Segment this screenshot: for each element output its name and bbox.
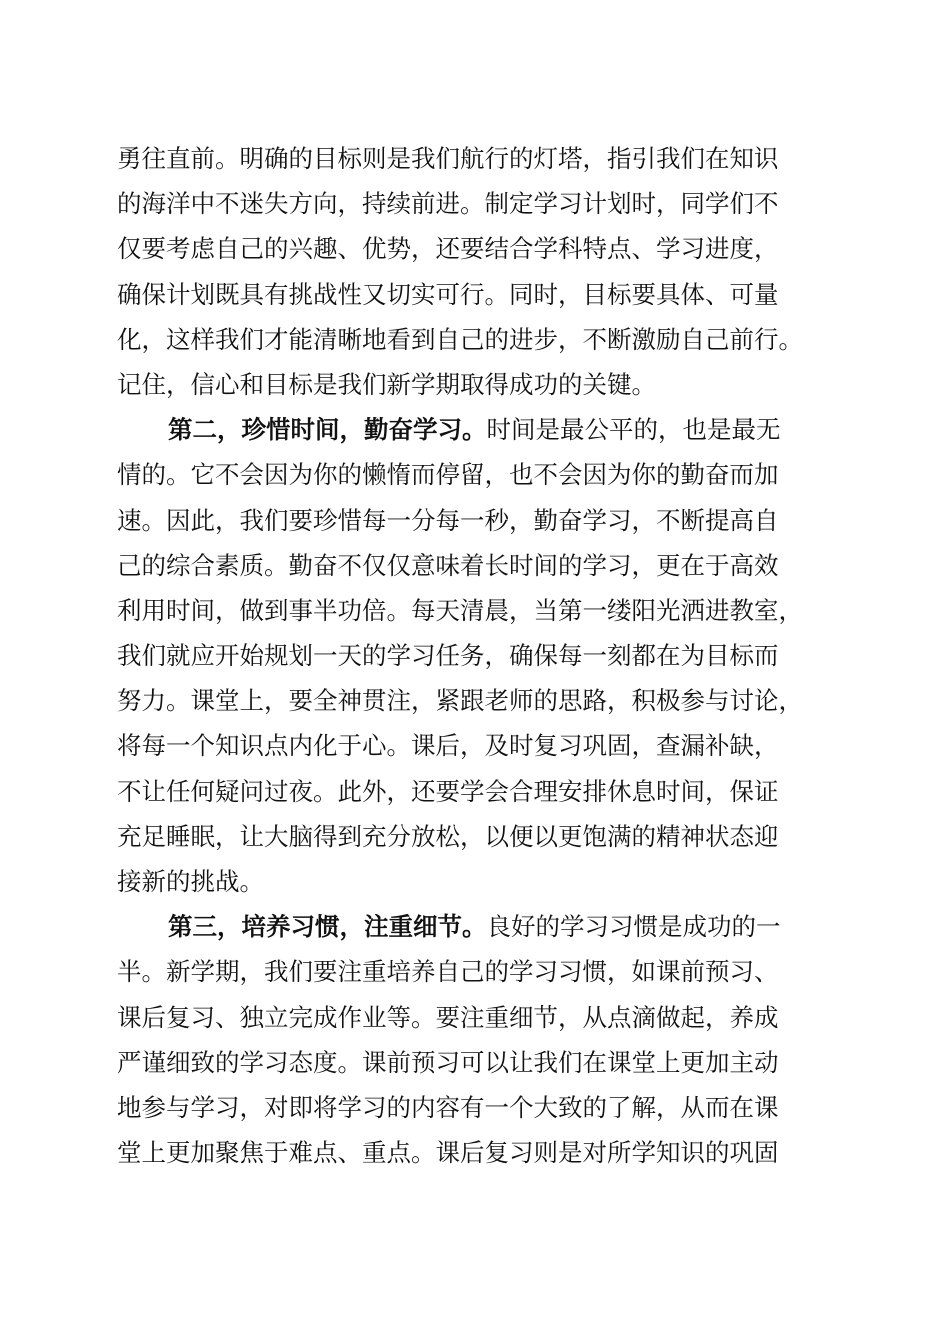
text-line: 努力。课堂上，要全神贯注，紧跟老师的思路，积极参与讨论， — [117, 686, 803, 716]
text-line: 勇往直前。明确的目标则是我们航行的灯塔，指引我们在知识 — [117, 144, 779, 173]
text-line: 我们就应开始规划一天的学习任务，确保每一刻都在为目标而 — [117, 641, 779, 671]
text-line: 课后复习、独立完成作业等。要注重细节，从点滴做起，养成 — [117, 1002, 779, 1032]
text-line: 的海洋中不迷失方向，持续前进。制定学习计划时，同学们不 — [117, 189, 779, 219]
section-2-first-line — [117, 407, 833, 452]
text-line: 不让任何疑问过夜。此外，还要学会合理安排休息时间，保证 — [117, 776, 779, 806]
text-line: 接新的挑战。 — [117, 867, 264, 896]
section-3-first-line-text: 良好的学习习惯是成功的一 — [486, 912, 781, 942]
text-line: 严谨细致的学习态度。课前预习可以让我们在课堂上更加主动 — [117, 1047, 779, 1077]
text-line: 将每一个知识点内化于心。课后，及时复习巩固，查漏补缺， — [117, 731, 779, 761]
text-line: 记住，信心和目标是我们新学期取得成功的关键。 — [117, 369, 656, 399]
text-line: 充足睡眠，让大脑得到充分放松，以便以更饱满的精神状态迎 — [117, 821, 779, 851]
text-line: 堂上更加聚焦于难点、重点。课后复习则是对所学知识的巩固 — [117, 1138, 779, 1168]
text-line: 化，这样我们才能清晰地看到自己的进步，不断激励自己前行。 — [117, 324, 803, 354]
section-3-first-line — [117, 904, 833, 949]
text-line: 己的综合素质。勤奋不仅仅意味着长时间的学习，更在于高效 — [117, 550, 779, 580]
text-line: 确保计划既具有挑战性又切实可行。同时，目标要具体、可量 — [117, 279, 779, 309]
section-2-heading: 第二，珍惜时间，勤奋学习。 — [168, 415, 487, 445]
text-line: 情的。它不会因为你的懒惰而停留，也不会因为你的勤奋而加 — [117, 460, 779, 490]
text-line: 速。因此，我们要珍惜每一分每一秒，勤奋学习，不断提高自 — [117, 505, 779, 535]
text-line: 半。新学期，我们要注重培养自己的学习习惯，如课前预习、 — [117, 957, 779, 987]
section-2-first-line-text: 时间是最公平的，也是最无 — [486, 415, 781, 445]
section-3-heading: 第三，培养习惯，注重细节。 — [168, 912, 487, 942]
text-line: 利用时间，做到事半功倍。每天清晨，当第一缕阳光洒进教室， — [117, 595, 803, 625]
document-body — [117, 136, 833, 1175]
text-line: 仅要考虑自己的兴趣、优势，还要结合学科特点、学习进度， — [117, 234, 779, 264]
text-line: 地参与学习，对即将学习的内容有一个大致的了解，从而在课 — [117, 1092, 779, 1122]
